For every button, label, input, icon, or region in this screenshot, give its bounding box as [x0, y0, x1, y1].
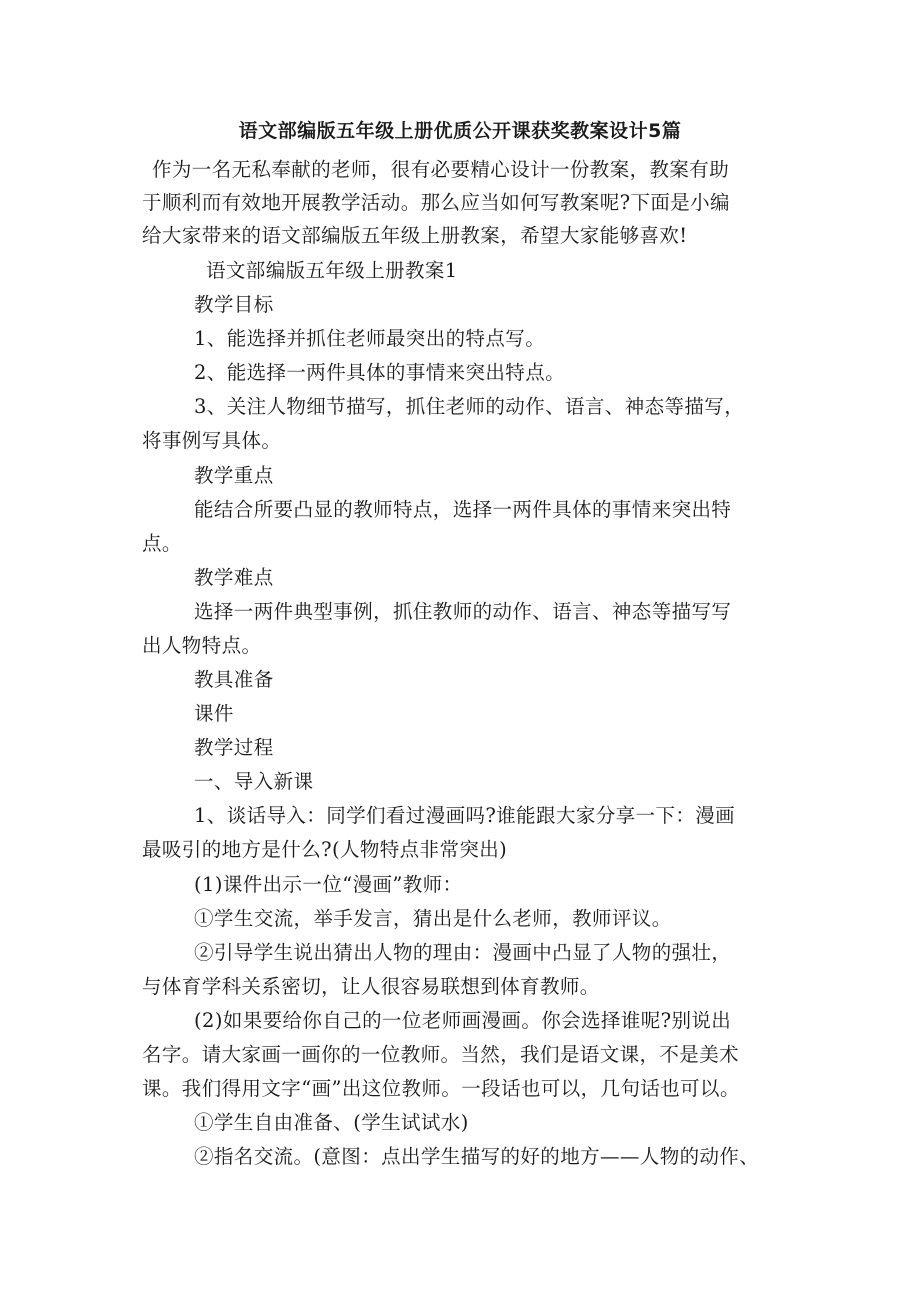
heading-difficulties: 教学难点	[194, 566, 274, 589]
process-step-1: 一、导入新课	[194, 770, 314, 793]
process-line: ①学生自由准备、(学生试试水)	[194, 1111, 469, 1134]
process-line: ②引导学生说出猜出人物的理由：漫画中凸显了人物的强壮，	[194, 941, 732, 964]
heading-objectives: 教学目标	[194, 293, 274, 316]
materials-text: 课件	[194, 702, 234, 725]
heading-process: 教学过程	[194, 736, 274, 759]
heading-materials: 教具准备	[194, 668, 274, 691]
process-line: (1)课件出示一位“漫画”教师：	[194, 873, 463, 896]
difficulties-cont: 出人物特点。	[142, 634, 262, 657]
process-line: 最吸引的地方是什么?(人物特点非常突出)	[142, 838, 508, 861]
process-line: ①学生交流，举手发言，猜出是什么老师，教师评议。	[194, 907, 672, 930]
section-heading: 语文部编版五年级上册教案1	[206, 259, 458, 282]
process-line: 名字。请大家画一画你的一位教师。当然，我们是语文课，不是美术	[142, 1043, 740, 1066]
document-title: 语文部编版五年级上册优质公开课获奖教案设计5篇	[238, 120, 682, 142]
key-points-cont: 点。	[142, 532, 182, 555]
intro-line-2: 于顺利而有效地开展教学活动。那么应当如何写教案呢?下面是小编	[142, 191, 730, 214]
intro-line-1: 作为一名无私奉献的老师，很有必要精心设计一份教案，教案有助	[152, 158, 730, 181]
heading-key-points: 教学重点	[194, 464, 274, 487]
intro-line-3: 给大家带来的语文部编版五年级上册教案，希望大家能够喜欢!	[142, 224, 688, 247]
objective-3: 3、关注人物细节描写，抓住老师的动作、语言、神态等描写，	[194, 395, 745, 418]
process-line: 与体育学科关系密切，让人很容易联想到体育教师。	[142, 975, 600, 998]
process-line: 1、谈话导入：同学们看过漫画吗?谁能跟大家分享一下：漫画	[194, 804, 736, 827]
objective-2: 2、能选择一两件具体的事情来突出特点。	[194, 361, 566, 384]
objective-1: 1、能选择并抓住老师最突出的特点写。	[194, 327, 546, 350]
objective-3-cont: 将事例写具体。	[142, 429, 282, 452]
process-line: (2)如果要给你自己的一位老师画漫画。你会选择谁呢?别说出	[194, 1009, 732, 1032]
process-line: 课。我们得用文字“画”出这位教师。一段话也可以，几句话也可以。	[142, 1077, 740, 1100]
process-line: ②指名交流。(意图：点出学生描写的好的地方——人物的动作、	[194, 1145, 760, 1168]
difficulties-text: 选择一两件典型事例，抓住教师的动作、语言、神态等描写写	[194, 600, 732, 623]
key-points-text: 能结合所要凸显的教师特点，选择一两件具体的事情来突出特	[194, 498, 732, 521]
